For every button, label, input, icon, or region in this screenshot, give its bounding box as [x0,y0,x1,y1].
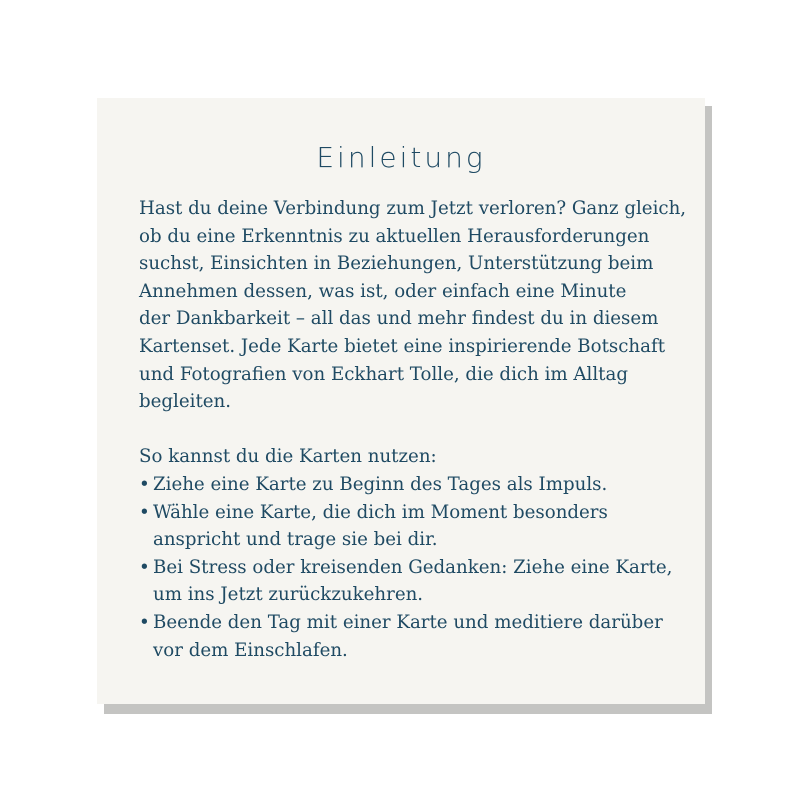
list-item [139,499,669,554]
intro-line: begleiten. [139,391,232,413]
paragraph-gap [139,416,669,444]
intro-line: ob du eine Erkenntnis zu aktuellen Herausforderungen [139,225,650,247]
intro-line: suchst, Einsichten in Beziehungen, Unterstützung beim [139,253,654,275]
intro-line: Kartenset. Jede Karte bietet eine inspirierende Botschaft [139,335,666,357]
intro-card [97,98,705,704]
list-item-line: anspricht und trage sie bei dir. [153,529,438,551]
bullet-icon: • [139,611,150,633]
card-body [139,195,687,664]
list-item-line: vor dem Einschlafen. [153,639,348,661]
list-item-line: Beende den Tag mit einer Karte und meditiere darüber [153,611,663,633]
bullet-icon: • [139,473,150,495]
intro-line: Hast du deine Verbindung zum Jetzt verloren? Ganz gleich, [139,198,687,219]
usage-heading: So kannst du die Karten nutzen: [139,446,437,468]
intro-line: Annehmen dessen, was ist, oder einfach eine Minute [139,280,627,302]
intro-line: der Dankbarkeit – all das und mehr findest du in diesem [139,308,659,330]
list-item [139,554,673,609]
intro-paragraph [139,195,687,416]
list-item [139,471,669,499]
card-title: Einleitung [316,141,486,174]
list-item-line: um ins Jetzt zurückzukehren. [153,584,424,606]
usage-list [139,471,673,664]
bullet-icon: • [139,501,150,523]
list-item-line: Ziehe eine Karte zu Beginn des Tages als Impuls. [153,473,608,495]
list-item [139,609,669,664]
intro-line: und Fotografien von Eckhart Tolle, die dich im Alltag [139,363,628,385]
list-item-line: Bei Stress oder kreisenden Gedanken: Ziehe eine Karte, [153,556,673,578]
bullet-icon: • [139,556,150,578]
list-item-line: Wähle eine Karte, die dich im Moment besonders [153,501,608,523]
